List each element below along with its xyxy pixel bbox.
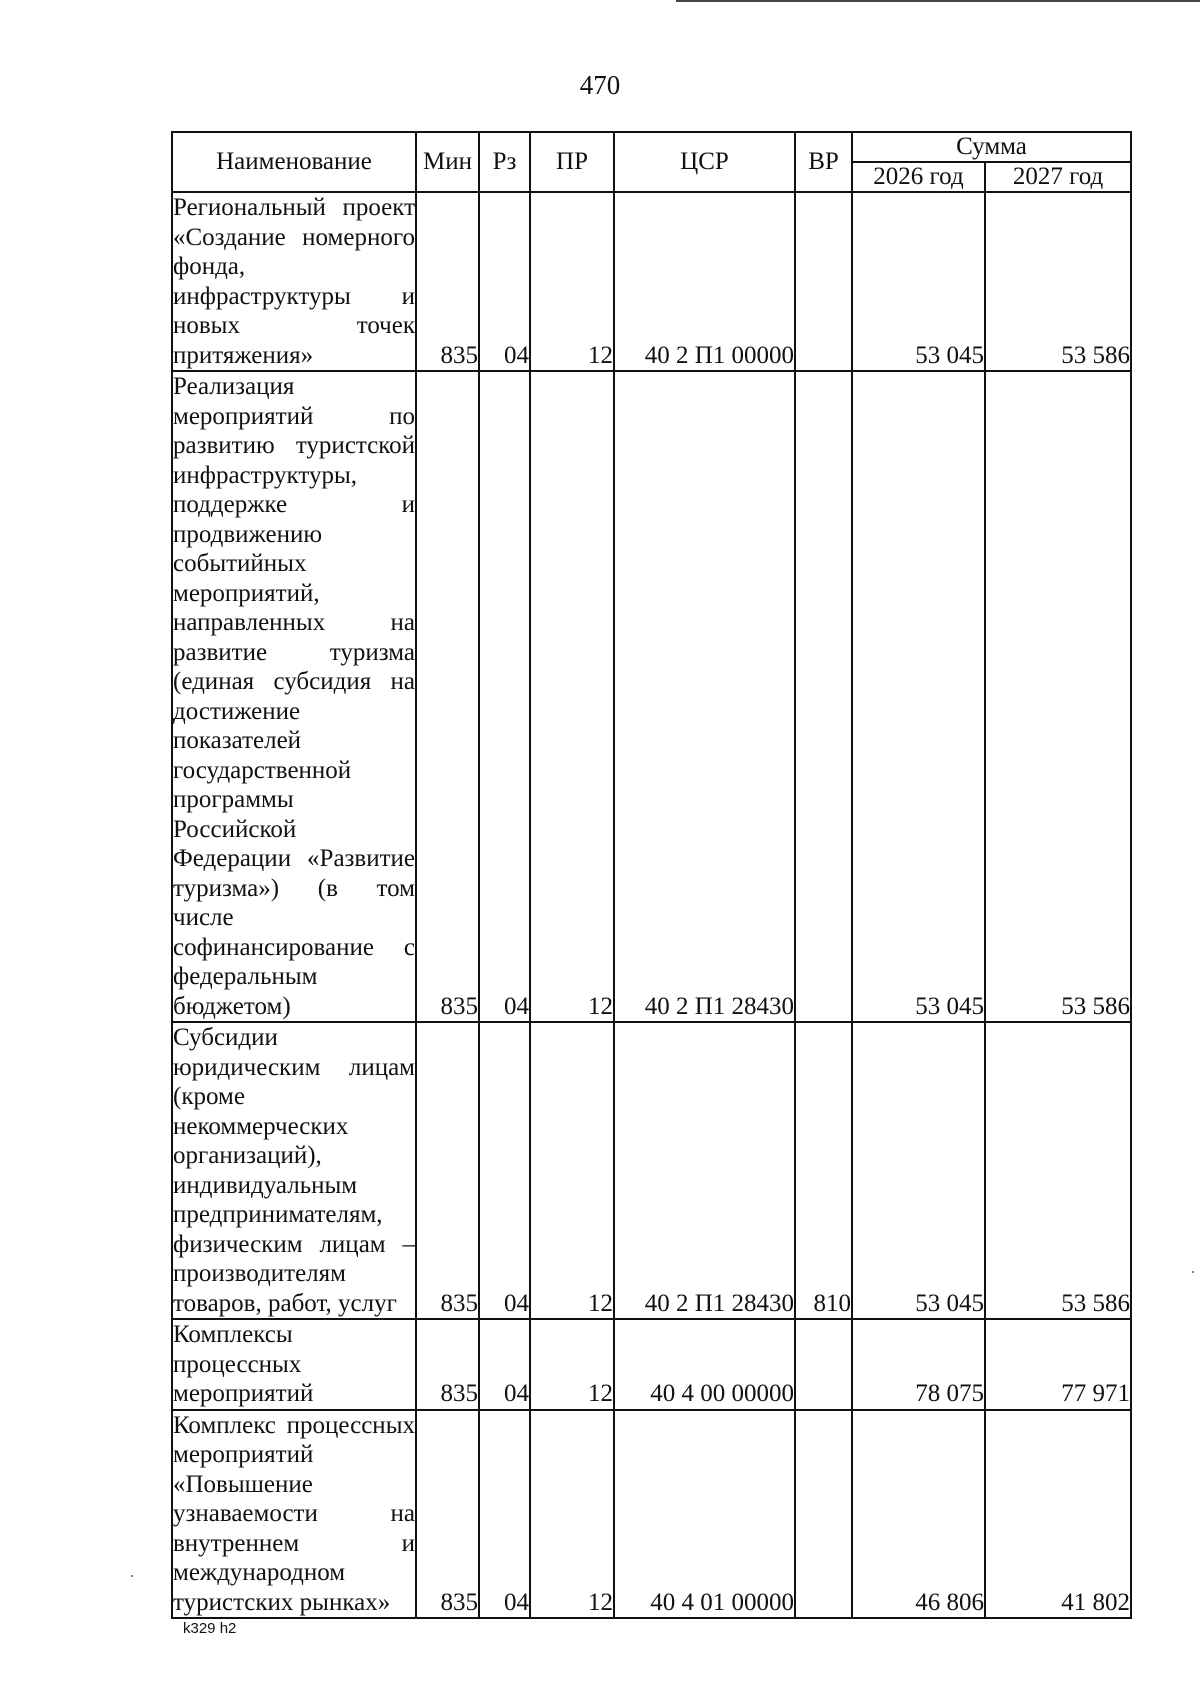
row-csr: 40 2 П1 00000 xyxy=(614,192,795,371)
row-rz: 04 xyxy=(479,1022,530,1319)
row-sum-2026: 53 045 xyxy=(852,1022,985,1319)
table-row xyxy=(172,371,1131,1022)
page-number: 470 xyxy=(579,70,621,100)
row-pr: 12 xyxy=(530,1410,614,1619)
row-sum-2026: 46 806 xyxy=(852,1410,985,1619)
scan-speck xyxy=(131,1575,133,1577)
row-name: Комплексы процессных мероприятий xyxy=(172,1319,416,1410)
row-csr: 40 2 П1 28430 xyxy=(614,1022,795,1319)
header-min: Мин xyxy=(416,132,479,192)
row-sum-2027: 53 586 xyxy=(985,1022,1131,1319)
footer-code: k329 h2 xyxy=(183,1620,237,1637)
header-name: Наименование xyxy=(172,132,416,192)
row-sum-2026: 78 075 xyxy=(852,1319,985,1410)
header-rz: Рз xyxy=(479,132,530,192)
row-vr: 810 xyxy=(795,1022,852,1319)
row-sum-2027: 53 586 xyxy=(985,192,1131,371)
row-name: Субсидии юридическим лицам (кроме некоммерческих организаций), индивидуальным предпринимателям, физическим лицам – производителям товаров, работ, услуг xyxy=(172,1022,416,1319)
row-min: 835 xyxy=(416,371,479,1022)
row-sum-2027: 41 802 xyxy=(985,1410,1131,1619)
budget-table xyxy=(171,131,1132,1619)
row-pr: 12 xyxy=(530,1022,614,1319)
row-name: Региональный проект «Создание номерного фонда, инфраструктуры и новых точек притяжения» xyxy=(172,192,416,371)
top-edge-rule xyxy=(676,0,1200,2)
row-min: 835 xyxy=(416,1319,479,1410)
header-csr: ЦСР xyxy=(614,132,795,192)
table-row xyxy=(172,192,1131,371)
header-pr: ПР xyxy=(530,132,614,192)
row-vr xyxy=(795,192,852,371)
row-min: 835 xyxy=(416,1410,479,1619)
row-sum-2026: 53 045 xyxy=(852,371,985,1022)
row-csr: 40 4 00 00000 xyxy=(614,1319,795,1410)
row-pr: 12 xyxy=(530,371,614,1022)
row-csr: 40 4 01 00000 xyxy=(614,1410,795,1619)
row-csr: 40 2 П1 28430 xyxy=(614,371,795,1022)
row-name: Комплекс процессных мероприятий «Повышение узнаваемости на внутреннем и международном туристских рынках» xyxy=(172,1410,416,1619)
row-sum-2027: 77 971 xyxy=(985,1319,1131,1410)
row-min: 835 xyxy=(416,1022,479,1319)
row-sum-2027: 53 586 xyxy=(985,371,1131,1022)
row-sum-2026: 53 045 xyxy=(852,192,985,371)
table-row xyxy=(172,1319,1131,1410)
row-name: Реализация мероприятий по развитию туристской инфраструктуры, поддержке и продвижению событийных мероприятий, направленных на развитие туризма (единая субсидия на достижение показателей государственной программы Российской Федерации «Развитие туризма») (в том числе софинансирование с федеральным бюджетом) xyxy=(172,371,416,1022)
header-sum: Сумма xyxy=(852,132,1131,162)
row-vr xyxy=(795,1410,852,1619)
table-row xyxy=(172,1410,1131,1619)
row-vr xyxy=(795,1319,852,1410)
row-rz: 04 xyxy=(479,1410,530,1619)
header-2027: 2027 год xyxy=(985,162,1131,192)
row-rz: 04 xyxy=(479,371,530,1022)
header-vr: ВР xyxy=(795,132,852,192)
row-pr: 12 xyxy=(530,1319,614,1410)
row-rz: 04 xyxy=(479,1319,530,1410)
row-vr xyxy=(795,371,852,1022)
table-row xyxy=(172,1022,1131,1319)
row-rz: 04 xyxy=(479,192,530,371)
header-2026: 2026 год xyxy=(852,162,985,192)
scan-speck xyxy=(1192,1271,1194,1273)
row-min: 835 xyxy=(416,192,479,371)
row-pr: 12 xyxy=(530,192,614,371)
